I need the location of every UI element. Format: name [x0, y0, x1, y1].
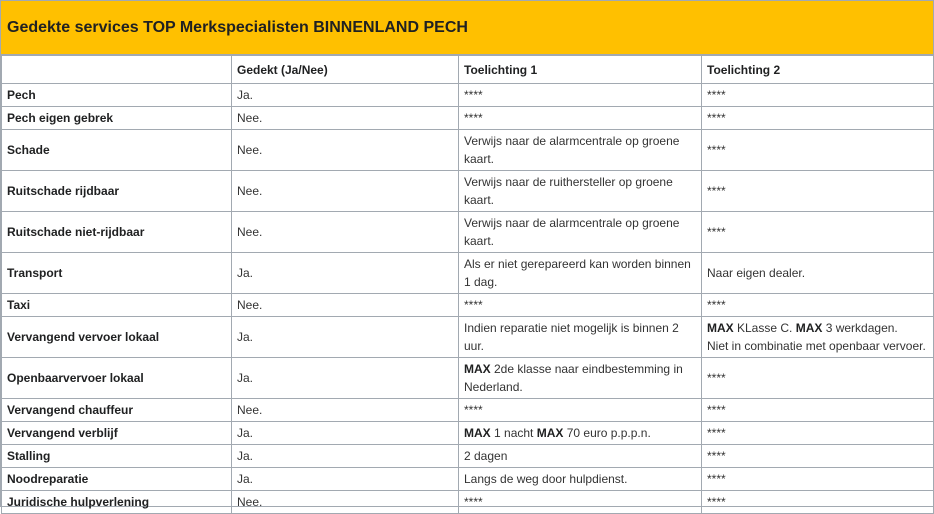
note1-cell: Verwijs naar de ruithersteller op groene kaart. — [459, 171, 702, 212]
row-label: Pech eigen gebrek — [2, 107, 232, 130]
row-label: Ruitschade rijdbaar — [2, 171, 232, 212]
note2-cell — [702, 317, 934, 358]
note2-cell: Naar eigen dealer. — [702, 253, 934, 294]
max-label: MAX — [536, 426, 564, 440]
note2-cell: **** — [702, 294, 934, 317]
note1-cell — [459, 422, 702, 445]
note2-cell: **** — [702, 107, 934, 130]
note2-cell: **** — [702, 422, 934, 445]
note-text: 1 nacht — [490, 426, 537, 440]
row-label: Juridische hulpverlening — [2, 491, 232, 514]
covered-cell: Ja. — [232, 468, 459, 491]
row-label: Taxi — [2, 294, 232, 317]
row-label: Ruitschade niet-rijdbaar — [2, 212, 232, 253]
covered-cell: Nee. — [232, 130, 459, 171]
note1-cell: **** — [459, 399, 702, 422]
table-row — [2, 491, 934, 514]
note2-cell: **** — [702, 130, 934, 171]
header-note2: Toelichting 2 — [702, 56, 934, 84]
table-row — [2, 468, 934, 491]
max-label: MAX — [707, 321, 734, 335]
note-text: 70 euro p.p.p.n. — [563, 426, 651, 440]
table-row — [2, 294, 934, 317]
note2-cell: **** — [702, 171, 934, 212]
note-text: 2de klasse naar eindbestemming in Nederland. — [464, 362, 683, 394]
table-row — [2, 399, 934, 422]
row-label: Vervangend chauffeur — [2, 399, 232, 422]
note2-cell: **** — [702, 212, 934, 253]
max-label: MAX — [464, 362, 491, 376]
note1-cell: 2 dagen — [459, 445, 702, 468]
row-label: Stalling — [2, 445, 232, 468]
note-text: Niet in combinatie met openbaar vervoer. — [707, 339, 926, 353]
row-label: Transport — [2, 253, 232, 294]
covered-cell: Ja. — [232, 84, 459, 107]
covered-cell: Nee. — [232, 171, 459, 212]
row-label: Schade — [2, 130, 232, 171]
header-note1: Toelichting 1 — [459, 56, 702, 84]
table-row — [2, 84, 934, 107]
covered-cell: Nee. — [232, 491, 459, 514]
table-row — [2, 107, 934, 130]
note-text: 3 werkdagen. — [822, 321, 898, 335]
covered-cell: Nee. — [232, 399, 459, 422]
note2-cell: **** — [702, 84, 934, 107]
table-row — [2, 130, 934, 171]
note1-cell: **** — [459, 84, 702, 107]
row-label: Vervangend vervoer lokaal — [2, 317, 232, 358]
title-bar — [1, 1, 933, 55]
note1-cell: Indien reparatie niet mogelijk is binnen 2 uur. — [459, 317, 702, 358]
note2-cell: **** — [702, 445, 934, 468]
table-row — [2, 317, 934, 358]
note1-cell: **** — [459, 491, 702, 514]
table-row — [2, 212, 934, 253]
note1-cell: **** — [459, 294, 702, 317]
table-row — [2, 422, 934, 445]
header-covered: Gedekt (Ja/Nee) — [232, 56, 459, 84]
note1-cell: **** — [459, 107, 702, 130]
table-row — [2, 253, 934, 294]
covered-cell: Ja. — [232, 358, 459, 399]
covered-cell: Nee. — [232, 212, 459, 253]
note2-cell: **** — [702, 358, 934, 399]
page-title: Gedekte services TOP Merkspecialisten BINNENLAND PECH — [7, 18, 468, 36]
max-label: MAX — [795, 321, 823, 335]
note1-cell: Verwijs naar de alarmcentrale op groene kaart. — [459, 130, 702, 171]
covered-cell: Nee. — [232, 107, 459, 130]
coverage-table — [1, 55, 934, 514]
covered-cell: Ja. — [232, 317, 459, 358]
note2-cell: **** — [702, 491, 934, 514]
table-row — [2, 358, 934, 399]
note1-cell: Als er niet gerepareerd kan worden binnen 1 dag. — [459, 253, 702, 294]
row-label: Noodreparatie — [2, 468, 232, 491]
covered-cell: Ja. — [232, 422, 459, 445]
max-label: MAX — [464, 426, 491, 440]
header-empty — [2, 56, 232, 84]
row-label: Openbaarvervoer lokaal — [2, 358, 232, 399]
note1-cell: Langs de weg door hulpdienst. — [459, 468, 702, 491]
note1-cell — [459, 358, 702, 399]
note1-cell: Verwijs naar de alarmcentrale op groene kaart. — [459, 212, 702, 253]
table-row — [2, 171, 934, 212]
covered-cell: Ja. — [232, 445, 459, 468]
row-label: Vervangend verblijf — [2, 422, 232, 445]
table-header-row — [2, 56, 934, 84]
note2-cell: **** — [702, 399, 934, 422]
note2-cell: **** — [702, 468, 934, 491]
table-row — [2, 445, 934, 468]
covered-cell: Ja. — [232, 253, 459, 294]
covered-cell: Nee. — [232, 294, 459, 317]
row-label: Pech — [2, 84, 232, 107]
note-text: KLasse C. — [733, 321, 796, 335]
